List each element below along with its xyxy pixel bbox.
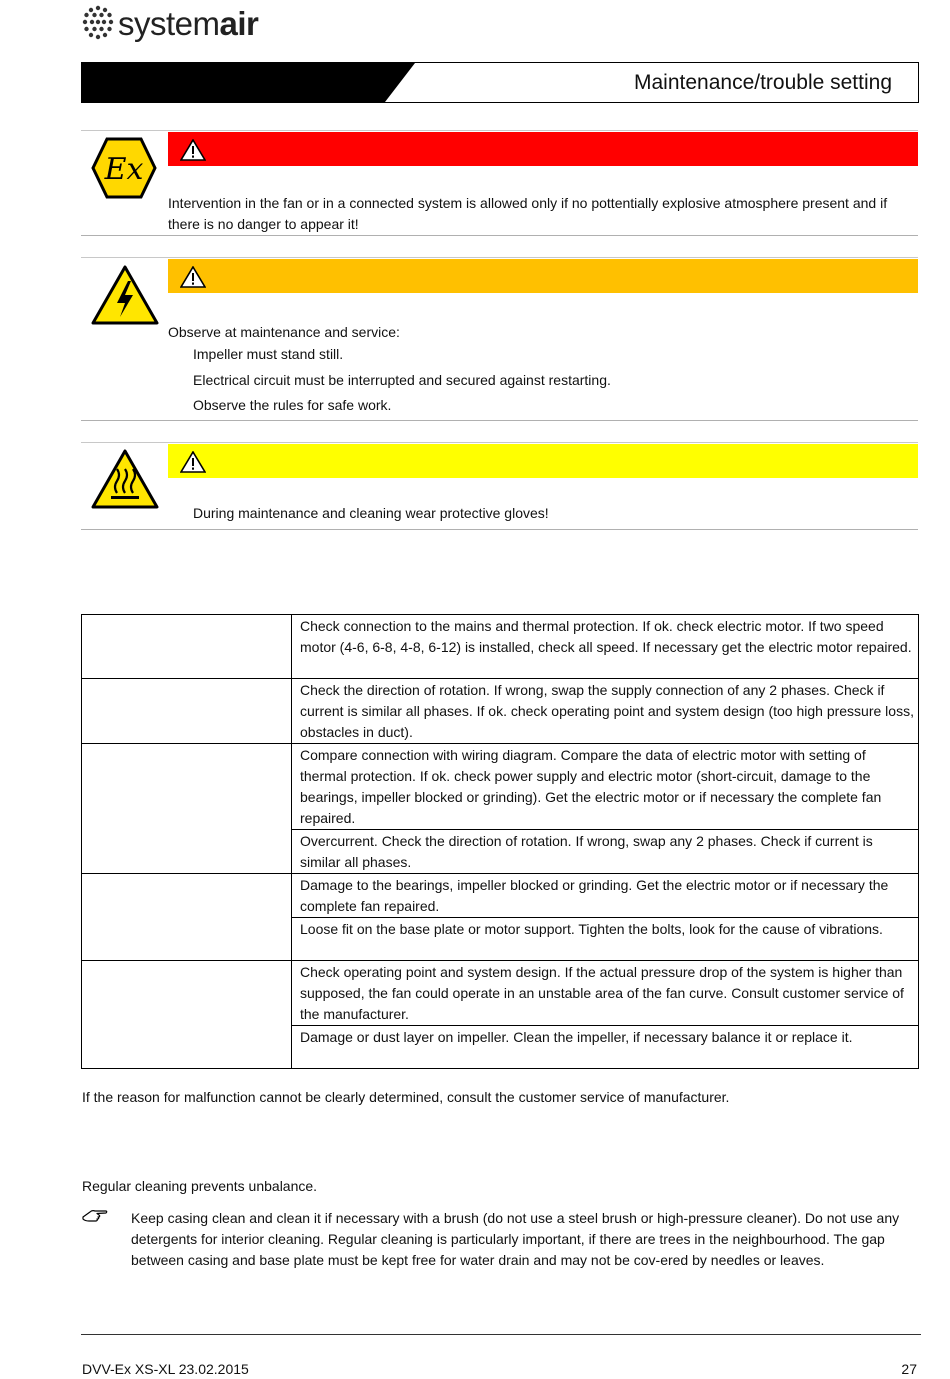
troubleshooting-table (81, 614, 919, 1069)
danger-text: Intervention in the fan or in a connected system is allowed only if no pottentially explosive atmosphere present and if there is no danger to appear it! (168, 195, 888, 232)
brand-name: systemair (118, 4, 259, 42)
cause-cell (82, 874, 292, 961)
table-row (82, 874, 919, 918)
warning-triangle-icon (180, 266, 206, 288)
remedy-cell: Check the direction of rotation. If wrong, swap the supply connection of any 2 phases. Check if current is similar all phases. If ok. check operating point and system design (too high pressure loss, obstacles in duct). (292, 679, 919, 744)
warning-item: Observe the rules for safe work. (193, 397, 392, 413)
svg-text:Ex: Ex (104, 152, 144, 187)
remedy-cell: Damage or dust layer on impeller. Clean the impeller, if necessary balance it or replace it. (292, 1026, 919, 1069)
footer-doc-id: DVV-Ex XS-XL 23.02.2015 (82, 1361, 249, 1377)
hot-surface-icon (91, 449, 159, 509)
remedy-cell: Compare connection with wiring diagram. Compare the data of electric motor with setting of thermal protection. If ok. check power supply and electric motor (short-circuit, damage to the bearings, impeller blocked or grinding). Get the electric motor or if necessary the complete fan repaired. (292, 744, 919, 830)
hot-surface-caution (81, 442, 918, 530)
table-row (82, 679, 919, 744)
remedy-cell: Overcurrent. Check the direction of rotation. If wrong, swap any 2 phases. Check if current is similar all phases. (292, 830, 919, 874)
danger-strip (168, 132, 918, 166)
electrical-warning (81, 257, 918, 421)
cause-cell (82, 744, 292, 874)
dotted-sphere-logo-icon (82, 4, 114, 42)
remedy-cell: Damage to the bearings, impeller blocked or grinding. Get the electric motor or if necessary the complete fan repaired. (292, 874, 919, 918)
remedy-cell: Loose fit on the base plate or motor support. Tighten the bolts, look for the cause of vibrations. (292, 918, 919, 961)
remedy-cell: Check connection to the mains and thermal protection. If ok. check electric motor. If two speed motor (4-6, 6-8, 4-8, 6-12) is installed, check all speed. If necessary get the electric motor repaired. (292, 615, 919, 679)
footer-divider (81, 1334, 921, 1335)
warning-item: Impeller must stand still. (193, 346, 344, 362)
cause-cell (82, 615, 292, 679)
warning-intro: Observe at maintenance and service: (168, 324, 400, 340)
warning-triangle-icon (180, 451, 206, 473)
table-row (82, 744, 919, 830)
remedy-cell: Check operating point and system design. If the actual pressure drop of the system is higher than supposed, the fan could operate in an unstable area of the fan curve. Consult customer service of the manufacturer. (292, 961, 919, 1026)
warning-strip (168, 259, 918, 293)
cleaning-tip: Keep casing clean and clean it if necessary with a brush (do not use a steel brush or high-pressure cleaner). Do not use any detergents for interior cleaning. Regular cleaning is particularly important, if there are trees in the neighbourhood. The gap between casing and base plate must be kept free for water drain and may not be cov-ered by needles or leaves. (131, 1210, 900, 1268)
caution-strip (168, 444, 918, 478)
cause-cell (82, 679, 292, 744)
cleaning-intro: Regular cleaning prevents unbalance. (82, 1178, 318, 1194)
malfunction-note: If the reason for malfunction cannot be clearly determined, consult the customer service of manufacturer. (82, 1089, 730, 1105)
page-number: 27 (901, 1361, 917, 1377)
ex-atex-icon (91, 137, 157, 199)
warning-triangle-icon (180, 139, 206, 161)
danger-warning (81, 130, 918, 236)
cause-cell (82, 961, 292, 1069)
pointing-hand-icon (82, 1208, 108, 1224)
caution-text: During maintenance and cleaning wear protective gloves! (193, 505, 549, 521)
systemair-logo (82, 3, 258, 43)
section-header-bar (81, 62, 919, 103)
table-row (82, 615, 919, 679)
page-title: Maintenance/trouble setting (634, 71, 892, 94)
warning-item: Electrical circuit must be interrupted and secured against restarting. (193, 372, 611, 388)
table-row (82, 961, 919, 1026)
electric-shock-icon (91, 265, 159, 325)
